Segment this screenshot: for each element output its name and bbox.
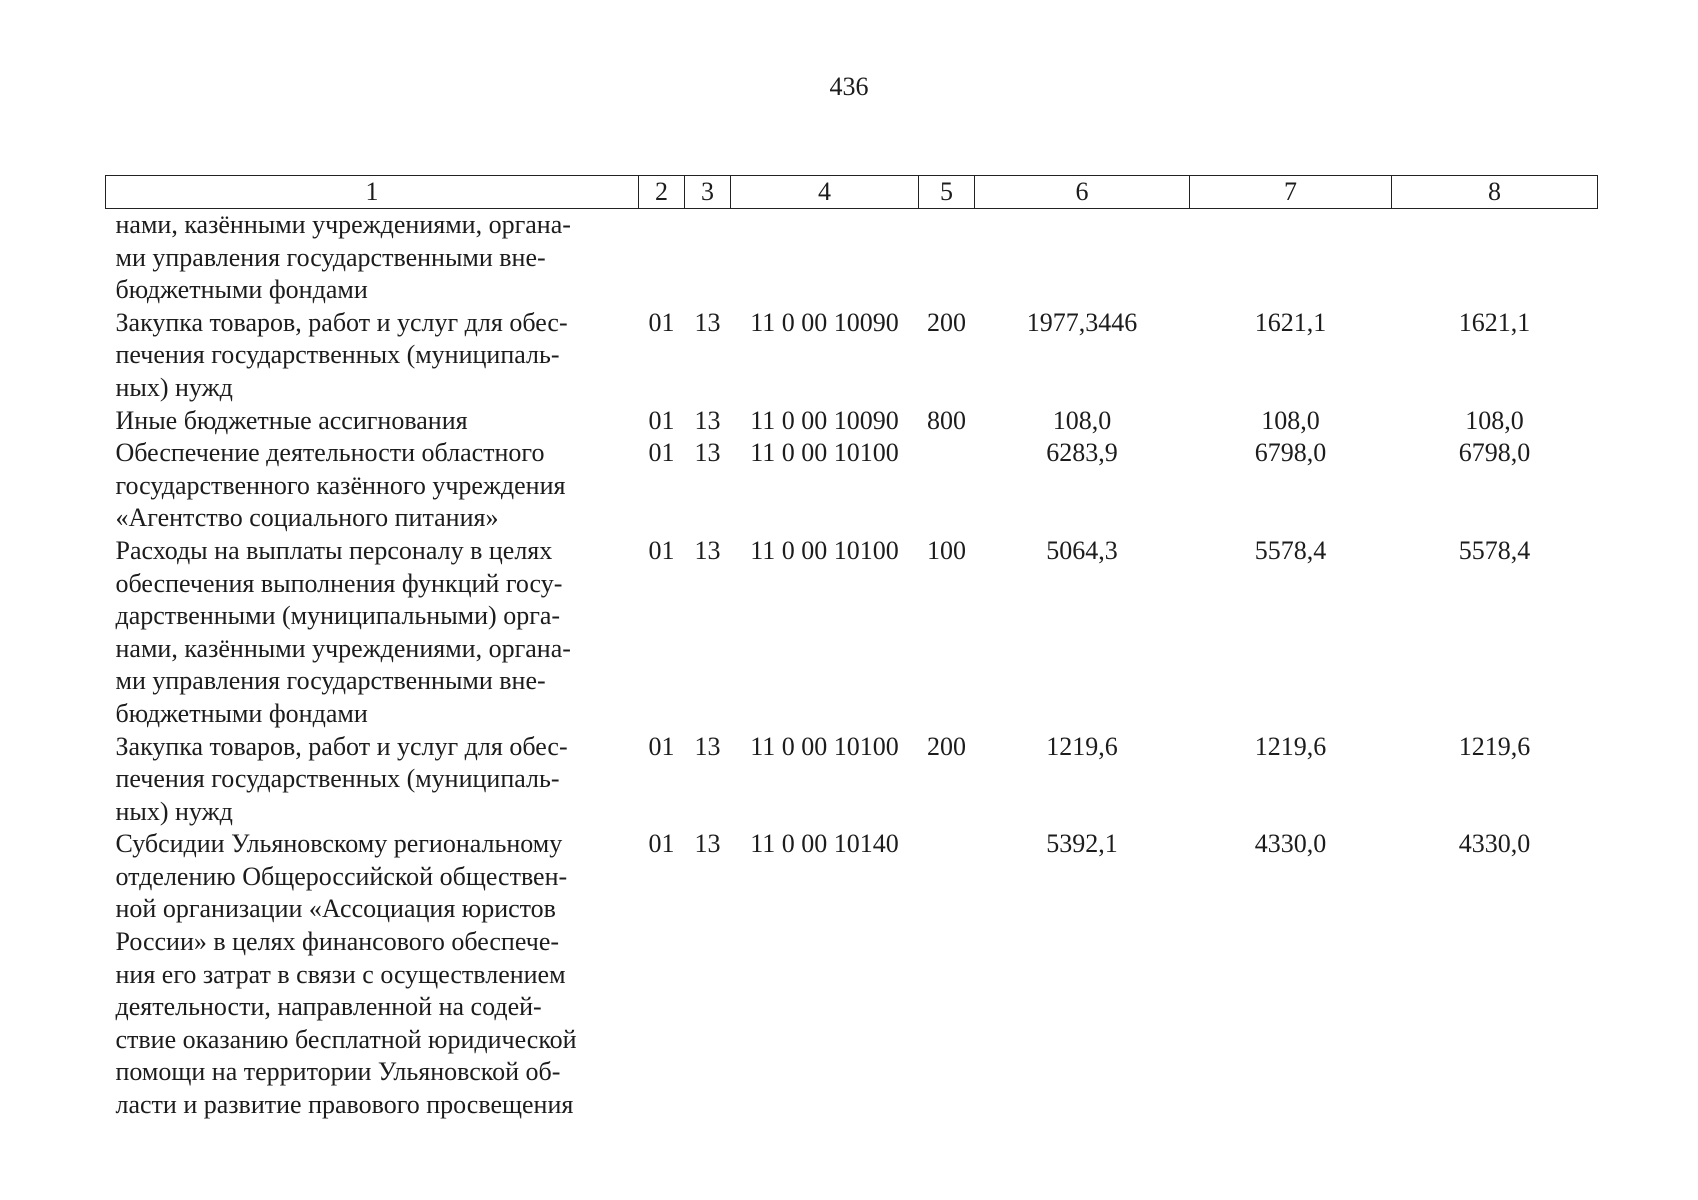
row-subsection bbox=[685, 209, 731, 307]
table-row bbox=[106, 535, 1598, 731]
row-section: 01 bbox=[648, 438, 675, 468]
row-amount-col8: 1219,6 bbox=[1458, 731, 1531, 761]
row-expense-type: 800 bbox=[927, 405, 966, 435]
row-amount-col8: 6798,0 bbox=[1458, 438, 1531, 468]
row-amount-col7: 1621,1 bbox=[1254, 307, 1327, 337]
row-name-line: России» в целях финансового обеспече- bbox=[115, 927, 560, 957]
row-amount-col6: 1977,3446 bbox=[1026, 307, 1138, 337]
row-target-code bbox=[731, 209, 919, 307]
row-target-code: 11 0 00 10090 bbox=[750, 405, 899, 435]
row-name-line: Иные бюджетные ассигнования bbox=[115, 405, 468, 435]
row-amount-col7: 6798,0 bbox=[1254, 438, 1327, 468]
row-section: 01 bbox=[648, 307, 675, 337]
row-amount-col7: 4330,0 bbox=[1254, 829, 1327, 859]
column-header-1: 1 bbox=[106, 176, 639, 209]
row-name-line: деятельности, направленной на содей- bbox=[115, 992, 542, 1022]
table-row bbox=[106, 307, 1598, 405]
row-name-line: печения государственных (муниципаль- bbox=[115, 340, 560, 370]
column-header-2: 2 bbox=[639, 176, 685, 209]
row-name-line: ми управления государственными вне- bbox=[115, 242, 546, 272]
row-amount-col6: 5064,3 bbox=[1046, 535, 1118, 565]
row-name-line: государственного казённого учреждения bbox=[115, 470, 566, 500]
row-target-code: 11 0 00 10140 bbox=[750, 829, 899, 859]
row-subsection: 13 bbox=[694, 731, 721, 761]
table-row bbox=[106, 209, 1598, 307]
row-amount-col6: 1219,6 bbox=[1046, 731, 1118, 761]
row-section: 01 bbox=[648, 829, 675, 859]
row-subsection: 13 bbox=[694, 829, 721, 859]
row-amount-col6: 5392,1 bbox=[1046, 829, 1118, 859]
row-amount-col6: 108,0 bbox=[1052, 405, 1112, 435]
row-amount-col7: 1219,6 bbox=[1254, 731, 1327, 761]
row-amount-col6 bbox=[975, 209, 1190, 307]
row-name-line: ных) нужд bbox=[115, 372, 233, 402]
row-name-line: нами, казёнными учреждениями, органа- bbox=[115, 210, 571, 239]
row-amount-col7: 5578,4 bbox=[1254, 535, 1327, 565]
row-name-line: Субсидии Ульяновскому региональному bbox=[115, 829, 563, 859]
row-name-line: «Агентство социального питания» bbox=[115, 503, 499, 533]
row-name-line: дарственными (муниципальными) орга- bbox=[115, 601, 561, 631]
row-subsection: 13 bbox=[694, 307, 721, 337]
row-name-line: Обеспечение деятельности областного bbox=[115, 438, 545, 468]
row-name-line: Закупка товаров, работ и услуг для обес- bbox=[115, 731, 568, 761]
row-name bbox=[106, 405, 639, 438]
row-name-line: Расходы на выплаты персоналу в целях bbox=[115, 535, 553, 565]
row-name-line: ми управления государственными вне- bbox=[115, 666, 546, 696]
row-name-line: отделению Общероссийской обществен- bbox=[115, 861, 568, 891]
budget-table bbox=[105, 175, 1598, 1122]
row-name bbox=[106, 209, 639, 307]
row-target-code: 11 0 00 10090 bbox=[750, 307, 899, 337]
row-amount-col8: 4330,0 bbox=[1458, 829, 1531, 859]
column-number-header bbox=[106, 176, 1598, 209]
row-subsection: 13 bbox=[694, 535, 721, 565]
row-amount-col8: 1621,1 bbox=[1458, 307, 1531, 337]
row-name-line: бюджетными фондами bbox=[115, 275, 368, 305]
row-amount-col8: 108,0 bbox=[1465, 405, 1524, 435]
row-amount-col6: 6283,9 bbox=[1046, 438, 1118, 468]
page-number: 436 bbox=[829, 72, 869, 101]
row-amount-col8 bbox=[1392, 209, 1598, 307]
table-row bbox=[106, 437, 1598, 535]
row-target-code: 11 0 00 10100 bbox=[750, 731, 899, 761]
row-name bbox=[106, 828, 639, 1121]
row-name-line: печения государственных (муниципаль- bbox=[115, 764, 560, 794]
row-name-line: бюджетными фондами bbox=[115, 698, 368, 728]
row-name bbox=[106, 731, 639, 829]
row-name-line: ной организации «Ассоциация юристов bbox=[115, 894, 556, 924]
column-header-8: 8 bbox=[1392, 176, 1598, 209]
row-name-line: ствие оказанию бесплатной юридической bbox=[115, 1024, 577, 1054]
row-expense-type bbox=[919, 209, 975, 307]
row-section: 01 bbox=[648, 405, 675, 435]
row-amount-col7: 108,0 bbox=[1261, 405, 1320, 435]
row-name-line: ния его затрат в связи с осуществлением bbox=[115, 959, 566, 989]
column-header-3: 3 bbox=[685, 176, 731, 209]
table-row bbox=[106, 828, 1598, 1121]
row-subsection: 13 bbox=[694, 405, 721, 435]
table-row bbox=[106, 405, 1598, 438]
row-section: 01 bbox=[648, 731, 675, 761]
row-expense-type: 200 bbox=[927, 731, 966, 761]
row-amount-col8: 5578,4 bbox=[1458, 535, 1531, 565]
row-name-line: ласти и развитие правового просвещения bbox=[115, 1090, 574, 1120]
table-row bbox=[106, 731, 1598, 829]
row-name-line: нами, казёнными учреждениями, органа- bbox=[115, 633, 571, 663]
row-amount-col7 bbox=[1190, 209, 1392, 307]
row-section: 01 bbox=[648, 535, 675, 565]
row-name bbox=[106, 437, 639, 535]
row-subsection: 13 bbox=[694, 438, 721, 468]
row-expense-type bbox=[919, 828, 975, 1121]
row-name-line: ных) нужд bbox=[115, 796, 233, 826]
row-expense-type bbox=[919, 437, 975, 535]
column-header-7: 7 bbox=[1190, 176, 1392, 209]
row-expense-type: 200 bbox=[927, 307, 966, 337]
row-expense-type: 100 bbox=[927, 535, 966, 565]
row-name-line: Закупка товаров, работ и услуг для обес- bbox=[115, 307, 568, 337]
column-header-6: 6 bbox=[975, 176, 1190, 209]
row-section bbox=[639, 209, 685, 307]
column-header-5: 5 bbox=[919, 176, 975, 209]
row-name-line: обеспечения выполнения функций госу- bbox=[115, 568, 563, 598]
row-name-line: помощи на территории Ульяновской об- bbox=[115, 1057, 561, 1087]
row-name bbox=[106, 535, 639, 731]
row-target-code: 11 0 00 10100 bbox=[750, 438, 899, 468]
row-name bbox=[106, 307, 639, 405]
row-target-code: 11 0 00 10100 bbox=[750, 535, 899, 565]
column-header-4: 4 bbox=[731, 176, 919, 209]
